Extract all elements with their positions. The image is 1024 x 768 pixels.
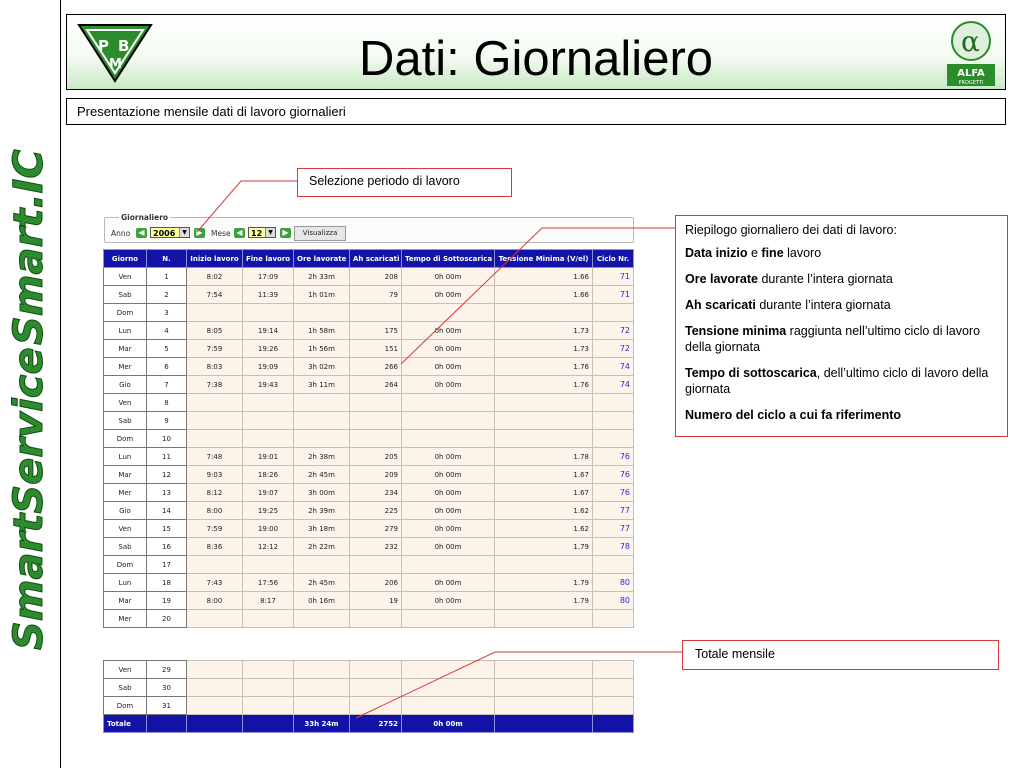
table-cell [294, 304, 350, 322]
svg-text:ALFA: ALFA [957, 68, 985, 79]
table-cell: 12 [147, 466, 187, 484]
table-cell: 1.62 [495, 502, 593, 520]
chevron-down-icon: ▼ [179, 228, 189, 237]
table-cell [495, 394, 593, 412]
table-cell: 7:59 [187, 340, 243, 358]
table-cell [187, 679, 243, 697]
anno-next-button[interactable]: ▶ [194, 228, 205, 238]
table-cell: 2h 38m [294, 448, 350, 466]
riepilogo-tempo-sottoscarica: Tempo di sottoscarica, dell’ultimo ciclo di lavoro della giornata [685, 366, 989, 396]
table-cell: 1.66 [495, 286, 593, 304]
riepilogo-data-inizio: Data inizio e fine lavoro [685, 246, 822, 260]
table-cell [294, 661, 350, 679]
table-cell: 8:05 [187, 322, 243, 340]
table-cell [593, 679, 634, 697]
page-title: Dati: Giornaliero [358, 32, 714, 86]
table-row[interactable] [104, 304, 634, 322]
daily-data-table-end [103, 660, 634, 733]
table-cell [243, 430, 294, 448]
table-cell: Mer [104, 484, 147, 502]
table-cell [495, 304, 593, 322]
table-cell: 0h 00m [402, 376, 495, 394]
svg-text:PROGETTI: PROGETTI [958, 80, 984, 86]
table-cell: 0h 00m [402, 466, 495, 484]
table-cell [495, 661, 593, 679]
table-cell: 0h 00m [402, 358, 495, 376]
table-cell: 8:36 [187, 538, 243, 556]
table-cell: 0h 00m [402, 520, 495, 538]
table-cell [495, 412, 593, 430]
table-cell [350, 556, 402, 574]
table-cell [243, 679, 294, 697]
table-cell [187, 394, 243, 412]
period-filter-box [104, 213, 634, 243]
table-cell [294, 679, 350, 697]
anno-select[interactable]: 2006 ▼ [150, 227, 190, 238]
table-cell: 71 [593, 286, 634, 304]
table-cell: 19:00 [243, 520, 294, 538]
table-cell: 7:43 [187, 574, 243, 592]
table-cell: 0h 00m [402, 322, 495, 340]
table-cell [593, 304, 634, 322]
table-cell [593, 697, 634, 715]
table-cell: 72 [593, 340, 634, 358]
table-cell [243, 697, 294, 715]
table-cell: 11:39 [243, 286, 294, 304]
table-cell: Dom [104, 304, 147, 322]
table-cell [187, 697, 243, 715]
table-row[interactable] [104, 448, 634, 466]
table-cell: 205 [350, 448, 402, 466]
table-cell: 72 [593, 322, 634, 340]
table-cell: 8:00 [187, 592, 243, 610]
table-cell [187, 610, 243, 628]
table-cell: 3h 00m [294, 484, 350, 502]
table-cell: 0h 00m [402, 538, 495, 556]
table-row[interactable] [104, 574, 634, 592]
column-header: Inizio lavoro [187, 250, 243, 268]
mese-next-button[interactable]: ▶ [280, 228, 291, 238]
table-cell: 232 [350, 538, 402, 556]
column-header: Tensione Minima (V/el) [495, 250, 593, 268]
riepilogo-intro: Riepilogo giornaliero dei dati di lavoro: [685, 223, 897, 237]
table-cell: Gio [104, 376, 147, 394]
table-cell: 19:26 [243, 340, 294, 358]
table-cell: 2h 33m [294, 268, 350, 286]
table-row[interactable] [104, 610, 634, 628]
table-cell [243, 661, 294, 679]
column-header: Ore lavorate [294, 250, 350, 268]
table-cell [187, 412, 243, 430]
table-cell [350, 679, 402, 697]
svg-text:M: M [109, 57, 122, 72]
table-cell: 1.66 [495, 268, 593, 286]
table-cell: 1.73 [495, 322, 593, 340]
table-cell: 234 [350, 484, 402, 502]
table-cell: 0h 00m [402, 574, 495, 592]
table-cell: 76 [593, 448, 634, 466]
smartservice-brand-logo [6, 145, 54, 655]
svg-text:P: P [98, 37, 109, 55]
table-cell [593, 430, 634, 448]
table-cell: 18:26 [243, 466, 294, 484]
table-cell: 12:12 [243, 538, 294, 556]
table-cell: 0h 00m [402, 286, 495, 304]
table-cell: 6 [147, 358, 187, 376]
table-cell [402, 610, 495, 628]
table-cell: Ven [104, 520, 147, 538]
table-cell: 175 [350, 322, 402, 340]
table-cell: 1.78 [495, 448, 593, 466]
table-cell [402, 394, 495, 412]
table-cell [294, 697, 350, 715]
callout-riepilogo [675, 215, 1008, 437]
riepilogo-numero-ciclo: Numero del ciclo a cui fa riferimento [685, 408, 902, 422]
riepilogo-ore-lavorate: Ore lavorate durante l’intera giornata [685, 272, 893, 286]
totals-cell [243, 715, 294, 733]
table-row[interactable] [104, 430, 634, 448]
table-cell [294, 412, 350, 430]
table-row[interactable] [104, 679, 634, 697]
table-cell: 1.76 [495, 376, 593, 394]
table-row[interactable] [104, 322, 634, 340]
table-cell: 76 [593, 466, 634, 484]
table-cell: 17:56 [243, 574, 294, 592]
table-cell [495, 679, 593, 697]
table-cell [243, 412, 294, 430]
totals-cell: 2752 [350, 715, 402, 733]
table-cell: 266 [350, 358, 402, 376]
table-row[interactable] [104, 466, 634, 484]
table-row[interactable] [104, 376, 634, 394]
table-cell: Ven [104, 394, 147, 412]
page-subtitle: Presentazione mensile dati di lavoro giornalieri [66, 98, 1006, 125]
table-cell: 264 [350, 376, 402, 394]
table-cell [187, 430, 243, 448]
alfa-progetti-logo [943, 19, 999, 87]
totals-cell [187, 715, 243, 733]
table-cell: 16 [147, 538, 187, 556]
table-cell [495, 430, 593, 448]
table-cell [402, 679, 495, 697]
table-cell: 3 [147, 304, 187, 322]
table-cell: 1.79 [495, 592, 593, 610]
mese-label: Mese [211, 229, 231, 238]
table-cell [402, 430, 495, 448]
table-cell: 8:17 [243, 592, 294, 610]
table-cell: 0h 00m [402, 592, 495, 610]
daily-data-table [103, 249, 634, 628]
table-cell: 5 [147, 340, 187, 358]
table-cell [593, 661, 634, 679]
totals-cell: 33h 24m [294, 715, 350, 733]
table-cell: 31 [147, 697, 187, 715]
table-cell: 19:01 [243, 448, 294, 466]
table-cell [294, 394, 350, 412]
callout-totale-mensile: Totale mensile [682, 640, 999, 670]
table-cell: Dom [104, 697, 147, 715]
table-cell: 1.73 [495, 340, 593, 358]
slide-header [66, 14, 1006, 90]
table-cell [243, 610, 294, 628]
table-cell: 2h 22m [294, 538, 350, 556]
table-cell [350, 412, 402, 430]
table-cell: Gio [104, 502, 147, 520]
table-cell: 3h 02m [294, 358, 350, 376]
table-cell: 7:48 [187, 448, 243, 466]
table-cell: 2 [147, 286, 187, 304]
anno-prev-button[interactable]: ◀ [136, 228, 147, 238]
table-cell: 19:07 [243, 484, 294, 502]
totals-cell: 0h 00m [402, 715, 495, 733]
table-cell: 8:00 [187, 502, 243, 520]
table-cell: 13 [147, 484, 187, 502]
table-cell: 1.79 [495, 538, 593, 556]
table-cell: 1.79 [495, 574, 593, 592]
table-cell: 4 [147, 322, 187, 340]
table-cell [495, 556, 593, 574]
table-cell: 8:02 [187, 268, 243, 286]
table-cell [187, 661, 243, 679]
table-cell: 0h 00m [402, 448, 495, 466]
table-cell [350, 697, 402, 715]
table-cell: 1h 58m [294, 322, 350, 340]
table-cell [350, 430, 402, 448]
table-cell [187, 556, 243, 574]
table-cell: 78 [593, 538, 634, 556]
table-cell: Sab [104, 286, 147, 304]
table-cell: 77 [593, 502, 634, 520]
table-cell: 209 [350, 466, 402, 484]
table-cell: 2h 45m [294, 574, 350, 592]
totals-cell [147, 715, 187, 733]
table-cell: 3h 11m [294, 376, 350, 394]
table-cell: 29 [147, 661, 187, 679]
column-header: Ciclo Nr. [593, 250, 634, 268]
table-cell: 17 [147, 556, 187, 574]
table-cell: 1.67 [495, 466, 593, 484]
table-cell: Mar [104, 592, 147, 610]
table-cell [294, 610, 350, 628]
table-cell: Dom [104, 430, 147, 448]
table-cell [495, 610, 593, 628]
table-cell [402, 304, 495, 322]
table-cell [243, 304, 294, 322]
callout-selezione-periodo: Selezione periodo di lavoro [297, 168, 512, 197]
table-cell [294, 430, 350, 448]
table-cell: 15 [147, 520, 187, 538]
mese-select[interactable]: 12 ▼ [248, 227, 276, 238]
svg-text:B: B [118, 37, 130, 55]
table-cell [402, 556, 495, 574]
table-cell [350, 610, 402, 628]
table-cell [593, 394, 634, 412]
column-header: Fine lavoro [243, 250, 294, 268]
table-cell: 0h 16m [294, 592, 350, 610]
riepilogo-ah-scaricati: Ah scaricati durante l’intera giornata [685, 298, 891, 312]
totals-cell: Totale [104, 715, 147, 733]
table-row[interactable] [104, 268, 634, 286]
table-cell: 18 [147, 574, 187, 592]
table-cell: Lun [104, 574, 147, 592]
mese-prev-button[interactable]: ◀ [234, 228, 245, 238]
table-cell: 20 [147, 610, 187, 628]
totals-row [104, 715, 634, 733]
table-cell [402, 661, 495, 679]
table-cell: 76 [593, 484, 634, 502]
table-row[interactable] [104, 412, 634, 430]
table-row[interactable] [104, 520, 634, 538]
table-cell: Ven [104, 661, 147, 679]
table-cell: Lun [104, 322, 147, 340]
table-cell: 71 [593, 268, 634, 286]
svg-text:Smart.IC II: Smart.IC II [6, 145, 52, 345]
table-cell: 0h 00m [402, 268, 495, 286]
table-cell: 14 [147, 502, 187, 520]
riepilogo-tensione-minima: Tensione minima raggiunta nell’ultimo ciclo di lavoro della giornata [685, 324, 981, 354]
table-cell: 8 [147, 394, 187, 412]
table-cell: 7:54 [187, 286, 243, 304]
table-cell: Mar [104, 466, 147, 484]
table-cell: 77 [593, 520, 634, 538]
table-cell: 19:43 [243, 376, 294, 394]
table-cell: 9:03 [187, 466, 243, 484]
table-cell: 74 [593, 376, 634, 394]
table-cell [350, 394, 402, 412]
table-cell: 0h 00m [402, 502, 495, 520]
table-cell: Lun [104, 448, 147, 466]
table-cell: 8:12 [187, 484, 243, 502]
table-cell: 19:09 [243, 358, 294, 376]
table-row[interactable] [104, 538, 634, 556]
table-row[interactable] [104, 592, 634, 610]
table-row[interactable] [104, 394, 634, 412]
giornaliero-app-panel [103, 213, 633, 738]
table-cell: 1.76 [495, 358, 593, 376]
table-cell [402, 697, 495, 715]
column-header: Tempo di Sottoscarica [402, 250, 495, 268]
table-cell: 7 [147, 376, 187, 394]
table-cell: Sab [104, 412, 147, 430]
table-cell: 17:09 [243, 268, 294, 286]
column-header: N. [147, 250, 187, 268]
table-cell [593, 556, 634, 574]
table-cell: Sab [104, 679, 147, 697]
table-cell: 9 [147, 412, 187, 430]
table-cell: 1.67 [495, 484, 593, 502]
left-divider-line [60, 0, 61, 768]
table-cell [495, 697, 593, 715]
table-cell: 7:59 [187, 520, 243, 538]
table-cell: 19 [350, 592, 402, 610]
column-header: Ah scaricati [350, 250, 402, 268]
table-row[interactable] [104, 556, 634, 574]
table-cell: Dom [104, 556, 147, 574]
table-cell: 206 [350, 574, 402, 592]
table-cell: 1h 56m [294, 340, 350, 358]
table-cell [294, 556, 350, 574]
table-row[interactable] [104, 697, 634, 715]
table-cell [243, 394, 294, 412]
table-cell: 0h 00m [402, 484, 495, 502]
chevron-down-icon: ▼ [265, 228, 275, 237]
table-cell [243, 556, 294, 574]
anno-label: Anno [111, 229, 131, 238]
table-cell: 19:25 [243, 502, 294, 520]
totals-cell [593, 715, 634, 733]
table-cell: 79 [350, 286, 402, 304]
svg-text:SmartService: SmartService [6, 347, 52, 650]
table-cell: 7:38 [187, 376, 243, 394]
table-row[interactable] [104, 340, 634, 358]
table-cell: 30 [147, 679, 187, 697]
table-cell: 1 [147, 268, 187, 286]
totals-cell [495, 715, 593, 733]
table-cell: Mar [104, 340, 147, 358]
table-row[interactable] [104, 502, 634, 520]
table-cell: 279 [350, 520, 402, 538]
table-cell: 80 [593, 592, 634, 610]
table-cell: 11 [147, 448, 187, 466]
table-cell: 3h 18m [294, 520, 350, 538]
table-cell: 19 [147, 592, 187, 610]
table-cell [187, 304, 243, 322]
filter-legend: Giornaliero [121, 213, 169, 222]
table-row[interactable] [104, 286, 634, 304]
table-cell: 2h 45m [294, 466, 350, 484]
column-header: Giorno [104, 250, 147, 268]
table-cell: 151 [350, 340, 402, 358]
table-cell [350, 304, 402, 322]
table-cell: 1.62 [495, 520, 593, 538]
table-cell: 1h 01m [294, 286, 350, 304]
visualizza-button[interactable]: Visualizza [294, 226, 346, 241]
table-cell: 74 [593, 358, 634, 376]
table-cell: Mer [104, 610, 147, 628]
table-row[interactable] [104, 661, 634, 679]
table-row[interactable] [104, 484, 634, 502]
table-cell: 19:14 [243, 322, 294, 340]
table-row[interactable] [104, 358, 634, 376]
table-cell [350, 661, 402, 679]
table-cell: Sab [104, 538, 147, 556]
table-cell [593, 610, 634, 628]
table-cell: 208 [350, 268, 402, 286]
table-cell: Ven [104, 268, 147, 286]
table-cell: 0h 00m [402, 340, 495, 358]
svg-text:α: α [961, 25, 980, 58]
table-cell: 80 [593, 574, 634, 592]
table-cell [593, 412, 634, 430]
table-cell: Mer [104, 358, 147, 376]
table-cell: 225 [350, 502, 402, 520]
table-cell [402, 412, 495, 430]
table-cell: 10 [147, 430, 187, 448]
table-header-row [104, 250, 634, 268]
table-cell: 8:03 [187, 358, 243, 376]
table-cell: 2h 39m [294, 502, 350, 520]
